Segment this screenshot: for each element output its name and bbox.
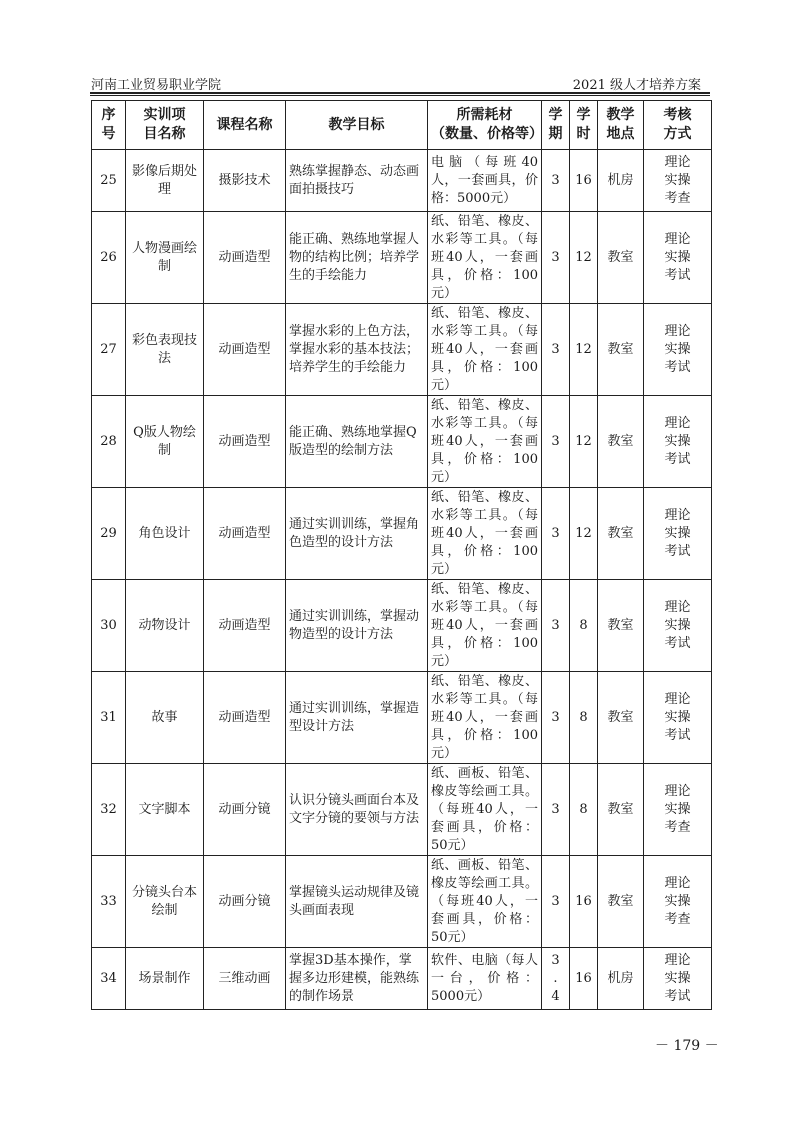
- term-cell: 3: [542, 212, 570, 304]
- col-header: 实训项 目名称: [126, 101, 204, 150]
- table-header-row: [92, 101, 712, 150]
- term-cell: 3: [542, 672, 570, 764]
- hours-cell: 8: [570, 764, 598, 856]
- project-name-cell: 影像后期处理: [126, 150, 204, 212]
- materials-cell: 电脑（每班40人，一套画具，价格：5000元）: [428, 150, 542, 212]
- term-cell: 3: [542, 856, 570, 948]
- project-name-cell: 彩色表现技法: [126, 304, 204, 396]
- teaching-goal-cell: 能正确、熟练地掌握人物的结构比例；培养学生的手绘能力: [286, 212, 428, 304]
- teaching-goal-cell: 通过实训训练，掌握角色造型的设计方法: [286, 488, 428, 580]
- assessment-cell: 理论 实操 考试: [644, 304, 712, 396]
- assessment-cell: 理论 实操 考试: [644, 672, 712, 764]
- teaching-goal-cell: 掌握水彩的上色方法，掌握水彩的基本技法；培养学生的手绘能力: [286, 304, 428, 396]
- course-name-cell: 动画分镜: [204, 856, 286, 948]
- table-row: [92, 304, 712, 396]
- col-header: 学 期: [542, 101, 570, 150]
- hours-cell: 8: [570, 580, 598, 672]
- col-header: 教学目标: [286, 101, 428, 150]
- teaching-goal-cell: 掌握3D基本操作，掌握多边形建模，能熟练的制作场景: [286, 948, 428, 1010]
- course-name-cell: 摄影技术: [204, 150, 286, 212]
- row-number-cell: 33: [92, 856, 126, 948]
- course-name-cell: 动画造型: [204, 212, 286, 304]
- term-cell: 3: [542, 396, 570, 488]
- col-header: 所需耗材 （数量、价格等）: [428, 101, 542, 150]
- location-cell: 教室: [598, 212, 644, 304]
- location-cell: 教室: [598, 856, 644, 948]
- assessment-cell: 理论 实操 考查: [644, 856, 712, 948]
- term-cell: 3: [542, 150, 570, 212]
- table-row: [92, 580, 712, 672]
- location-cell: 教室: [598, 396, 644, 488]
- location-cell: 教室: [598, 304, 644, 396]
- col-header: 学 时: [570, 101, 598, 150]
- row-number-cell: 30: [92, 580, 126, 672]
- term-cell: 3: [542, 580, 570, 672]
- location-cell: 教室: [598, 488, 644, 580]
- course-name-cell: 动画造型: [204, 672, 286, 764]
- materials-cell: 纸、铅笔、橡皮、水彩等工具。（每班40人，一套画具，价格：100元）: [428, 396, 542, 488]
- course-name-cell: 三维动画: [204, 948, 286, 1010]
- table-row: [92, 764, 712, 856]
- assessment-cell: 理论 实操 考试: [644, 396, 712, 488]
- course-name-cell: 动画造型: [204, 304, 286, 396]
- row-number-cell: 28: [92, 396, 126, 488]
- project-name-cell: Q版人物绘制: [126, 396, 204, 488]
- col-header: 考核 方式: [644, 101, 712, 150]
- teaching-goal-cell: 通过实训训练，掌握造型设计方法: [286, 672, 428, 764]
- project-name-cell: 人物漫画绘制: [126, 212, 204, 304]
- table-row: [92, 856, 712, 948]
- col-header: 教学 地点: [598, 101, 644, 150]
- teaching-goal-cell: 掌握镜头运动规律及镜头画面表现: [286, 856, 428, 948]
- location-cell: 教室: [598, 580, 644, 672]
- term-cell: 3: [542, 304, 570, 396]
- assessment-cell: 理论 实操 考试: [644, 948, 712, 1010]
- col-header: 序 号: [92, 101, 126, 150]
- assessment-cell: 理论 实操 考查: [644, 764, 712, 856]
- location-cell: 教室: [598, 672, 644, 764]
- assessment-cell: 理论 实操 考试: [644, 580, 712, 672]
- hours-cell: 12: [570, 304, 598, 396]
- table-row: [92, 948, 712, 1010]
- table-row: [92, 150, 712, 212]
- course-name-cell: 动画造型: [204, 488, 286, 580]
- table-row: [92, 672, 712, 764]
- hours-cell: 12: [570, 488, 598, 580]
- hours-cell: 12: [570, 396, 598, 488]
- materials-cell: 纸、铅笔、橡皮、水彩等工具。（每班40人，一套画具，价格：100元）: [428, 212, 542, 304]
- hours-cell: 16: [570, 948, 598, 1010]
- teaching-goal-cell: 熟练掌握静态、动态画面拍摄技巧: [286, 150, 428, 212]
- row-number-cell: 32: [92, 764, 126, 856]
- materials-cell: 软件、电脑（每人一台，价格：5000元）: [428, 948, 542, 1010]
- table-row: [92, 488, 712, 580]
- header-rule: [90, 92, 710, 94]
- project-name-cell: 角色设计: [126, 488, 204, 580]
- term-cell: 3 . 4: [542, 948, 570, 1010]
- col-header: 课程名称: [204, 101, 286, 150]
- assessment-cell: 理论 实操 考试: [644, 212, 712, 304]
- materials-cell: 纸、铅笔、橡皮、水彩等工具。（每班40人，一套画具，价格：100元）: [428, 672, 542, 764]
- row-number-cell: 31: [92, 672, 126, 764]
- teaching-goal-cell: 能正确、熟练地掌握Q版造型的绘制方法: [286, 396, 428, 488]
- location-cell: 机房: [598, 948, 644, 1010]
- project-name-cell: 场景制作: [126, 948, 204, 1010]
- assessment-cell: 理论 实操 考查: [644, 150, 712, 212]
- project-name-cell: 故事: [126, 672, 204, 764]
- hours-cell: 8: [570, 672, 598, 764]
- hours-cell: 16: [570, 150, 598, 212]
- location-cell: 机房: [598, 150, 644, 212]
- row-number-cell: 34: [92, 948, 126, 1010]
- location-cell: 教室: [598, 764, 644, 856]
- course-name-cell: 动画分镜: [204, 764, 286, 856]
- table-row: [92, 396, 712, 488]
- row-number-cell: 29: [92, 488, 126, 580]
- materials-cell: 纸、画板、铅笔、橡皮等绘画工具。（每班40人，一套画具，价格：50元）: [428, 856, 542, 948]
- row-number-cell: 25: [92, 150, 126, 212]
- materials-cell: 纸、画板、铅笔、橡皮等绘画工具。（每班40人，一套画具，价格：50元）: [428, 764, 542, 856]
- materials-cell: 纸、铅笔、橡皮、水彩等工具。（每班40人，一套画具，价格：100元）: [428, 488, 542, 580]
- assessment-cell: 理论 实操 考试: [644, 488, 712, 580]
- table-row: [92, 212, 712, 304]
- project-name-cell: 分镜头台本绘制: [126, 856, 204, 948]
- project-name-cell: 动物设计: [126, 580, 204, 672]
- header-school-name: 河南工业贸易职业学院: [91, 78, 222, 93]
- course-name-cell: 动画造型: [204, 580, 286, 672]
- hours-cell: 12: [570, 212, 598, 304]
- materials-cell: 纸、铅笔、橡皮、水彩等工具。（每班40人，一套画具，价格：100元）: [428, 580, 542, 672]
- term-cell: 3: [542, 488, 570, 580]
- hours-cell: 16: [570, 856, 598, 948]
- project-name-cell: 文字脚本: [126, 764, 204, 856]
- header-rule-thin: [90, 95, 710, 96]
- teaching-goal-cell: 通过实训训练，掌握动物造型的设计方法: [286, 580, 428, 672]
- row-number-cell: 27: [92, 304, 126, 396]
- header-plan-title: 2021 级人才培养方案: [572, 78, 701, 93]
- course-name-cell: 动画造型: [204, 396, 286, 488]
- teaching-goal-cell: 认识分镜头画面台本及文字分镜的要领与方法: [286, 764, 428, 856]
- page-number: － 179 －: [655, 1038, 719, 1054]
- training-table: [91, 100, 712, 1010]
- term-cell: 3: [542, 764, 570, 856]
- materials-cell: 纸、铅笔、橡皮、水彩等工具。（每班40人，一套画具，价格：100元）: [428, 304, 542, 396]
- row-number-cell: 26: [92, 212, 126, 304]
